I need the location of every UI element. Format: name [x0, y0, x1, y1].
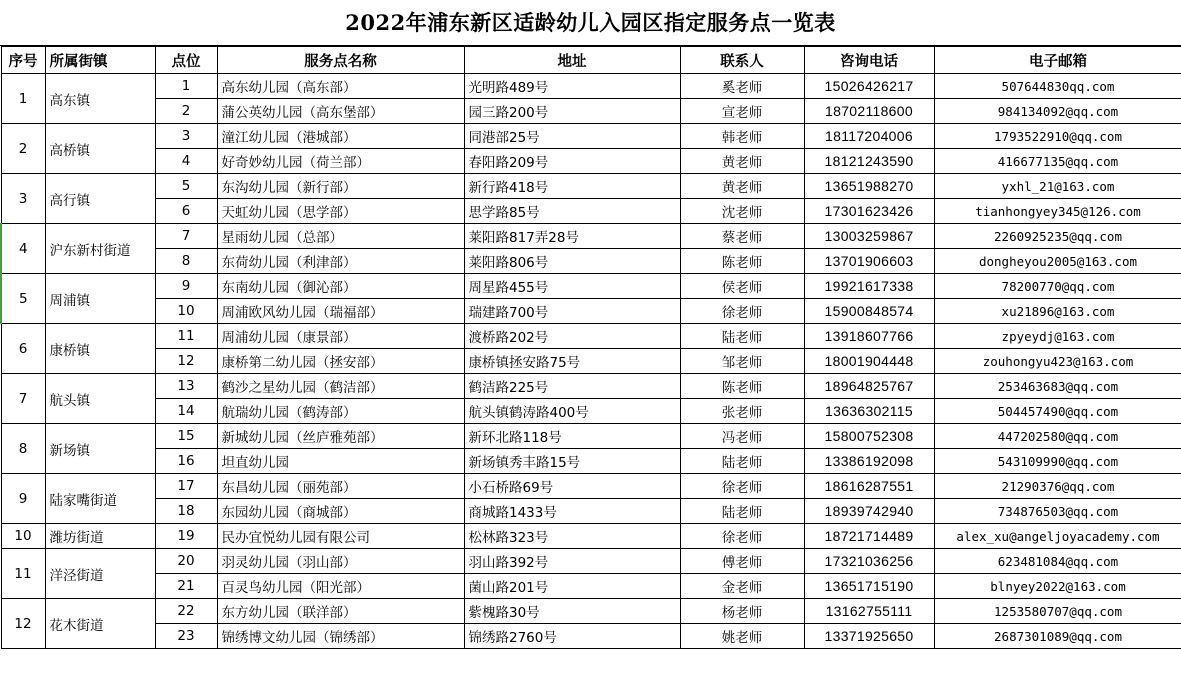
table-row [1, 424, 1181, 449]
cell-phone[interactable]: 13918607766 [804, 324, 934, 349]
cell-name[interactable]: 新城幼儿园（丝庐雅苑部） [217, 424, 464, 449]
cell-contact[interactable]: 陆老师 [680, 499, 804, 524]
cell-email[interactable]: 623481084@qq.com [934, 549, 1181, 574]
cell-seq[interactable]: 2 [1, 124, 45, 174]
cell-phone[interactable]: 18721714489 [804, 524, 934, 549]
cell-point[interactable]: 15 [155, 424, 217, 449]
cell-seq[interactable]: 7 [1, 374, 45, 424]
cell-email[interactable]: 2260925235@qq.com [934, 224, 1181, 249]
table-row [1, 624, 1181, 649]
cell-email[interactable]: 21290376@qq.com [934, 474, 1181, 499]
cell-name[interactable]: 坦直幼儿园 [217, 449, 464, 474]
cell-address[interactable]: 莱阳路806号 [464, 249, 680, 274]
cell-phone[interactable]: 17321036256 [804, 549, 934, 574]
cell-seq[interactable]: 5 [1, 274, 45, 324]
cell-contact[interactable]: 韩老师 [680, 124, 804, 149]
cell-contact[interactable]: 沈老师 [680, 199, 804, 224]
table-row [1, 149, 1181, 174]
service-points-table [0, 46, 1181, 649]
cell-town[interactable]: 洋泾街道 [45, 549, 155, 599]
cell-town[interactable]: 陆家嘴街道 [45, 474, 155, 524]
cell-email[interactable]: 416677135@qq.com [934, 149, 1181, 174]
cell-phone[interactable]: 18117204006 [804, 124, 934, 149]
cell-name[interactable]: 康桥第二幼儿园（拯安部） [217, 349, 464, 374]
cell-point[interactable]: 8 [155, 249, 217, 274]
cell-name[interactable]: 东沟幼儿园（新行部） [217, 174, 464, 199]
cell-email[interactable]: 507644830qq.com [934, 74, 1181, 99]
cell-point[interactable]: 9 [155, 274, 217, 299]
cell-point[interactable]: 13 [155, 374, 217, 399]
table-row [1, 474, 1181, 499]
cell-name[interactable]: 百灵鸟幼儿园（阳光部） [217, 574, 464, 599]
cell-address[interactable]: 鹤洁路225号 [464, 374, 680, 399]
cell-point[interactable]: 17 [155, 474, 217, 499]
cell-address[interactable]: 新行路418号 [464, 174, 680, 199]
cell-phone[interactable]: 13651988270 [804, 174, 934, 199]
cell-contact[interactable]: 傅老师 [680, 549, 804, 574]
cell-email[interactable]: zouhongyu423@163.com [934, 349, 1181, 374]
cell-email[interactable]: 984134092@qq.com [934, 99, 1181, 124]
cell-address[interactable]: 同港部25号 [464, 124, 680, 149]
cell-contact[interactable]: 陈老师 [680, 374, 804, 399]
cell-name[interactable]: 东荷幼儿园（利津部） [217, 249, 464, 274]
cell-point[interactable]: 5 [155, 174, 217, 199]
cell-contact[interactable]: 奚老师 [680, 74, 804, 99]
cell-email[interactable]: 543109990@qq.com [934, 449, 1181, 474]
cell-phone[interactable]: 13371925650 [804, 624, 934, 649]
cell-seq[interactable]: 10 [1, 524, 45, 549]
table-row [1, 124, 1181, 149]
cell-email[interactable]: xu21896@163.com [934, 299, 1181, 324]
cell-contact[interactable]: 黄老师 [680, 174, 804, 199]
cell-point[interactable]: 16 [155, 449, 217, 474]
cell-email[interactable]: blnyey2022@163.com [934, 574, 1181, 599]
cell-seq[interactable]: 4 [1, 224, 45, 274]
cell-name[interactable]: 天虹幼儿园（思学部） [217, 199, 464, 224]
table-row [1, 74, 1181, 99]
cell-contact[interactable]: 宣老师 [680, 99, 804, 124]
cell-phone[interactable]: 18616287551 [804, 474, 934, 499]
cell-address[interactable]: 光明路489号 [464, 74, 680, 99]
cell-point[interactable]: 6 [155, 199, 217, 224]
cell-phone[interactable]: 18964825767 [804, 374, 934, 399]
cell-seq[interactable]: 3 [1, 174, 45, 224]
table-body [1, 74, 1181, 649]
cell-address[interactable]: 思学路85号 [464, 199, 680, 224]
table-row [1, 524, 1181, 549]
cell-phone[interactable]: 15900848574 [804, 299, 934, 324]
cell-address[interactable]: 松林路323号 [464, 524, 680, 549]
cell-phone[interactable]: 18939742940 [804, 499, 934, 524]
cell-contact[interactable]: 张老师 [680, 399, 804, 424]
cell-name[interactable]: 鹤沙之星幼儿园（鹤洁部） [217, 374, 464, 399]
cell-town[interactable]: 花木街道 [45, 599, 155, 649]
header-name: 服务点名称 [217, 47, 464, 74]
cell-email[interactable]: 78200770@qq.com [934, 274, 1181, 299]
cell-town[interactable]: 康桥镇 [45, 324, 155, 374]
cell-phone[interactable]: 18702118600 [804, 99, 934, 124]
header-phone: 咨询电话 [804, 47, 934, 74]
cell-address[interactable]: 新场镇秀丰路15号 [464, 449, 680, 474]
cell-phone[interactable]: 18001904448 [804, 349, 934, 374]
cell-seq[interactable]: 1 [1, 74, 45, 124]
cell-email[interactable]: dongheyou2005@163.com [934, 249, 1181, 274]
cell-phone[interactable]: 13162755111 [804, 599, 934, 624]
header-email: 电子邮箱 [934, 47, 1181, 74]
cell-name[interactable]: 高东幼儿园（高东部） [217, 74, 464, 99]
cell-contact[interactable]: 陆老师 [680, 324, 804, 349]
table-row [1, 324, 1181, 349]
cell-town[interactable]: 潍坊街道 [45, 524, 155, 549]
cell-seq[interactable]: 6 [1, 324, 45, 374]
cell-point[interactable]: 2 [155, 99, 217, 124]
cell-point[interactable]: 18 [155, 499, 217, 524]
cell-name[interactable]: 星雨幼儿园（总部） [217, 224, 464, 249]
cell-email[interactable]: alex_xu@angeljoyacademy.com [934, 524, 1181, 549]
cell-phone[interactable]: 19921617338 [804, 274, 934, 299]
cell-address[interactable]: 康桥镇拯安路75号 [464, 349, 680, 374]
cell-contact[interactable]: 冯老师 [680, 424, 804, 449]
cell-email[interactable]: tianhongyey345@126.com [934, 199, 1181, 224]
cell-address[interactable]: 锦绣路2760号 [464, 624, 680, 649]
cell-address[interactable]: 周星路455号 [464, 274, 680, 299]
cell-address[interactable]: 商城路1433号 [464, 499, 680, 524]
cell-point[interactable]: 20 [155, 549, 217, 574]
cell-phone[interactable]: 17301623426 [804, 199, 934, 224]
cell-email[interactable]: 734876503@qq.com [934, 499, 1181, 524]
cell-point[interactable]: 4 [155, 149, 217, 174]
cell-point[interactable]: 22 [155, 599, 217, 624]
cell-contact[interactable]: 徐老师 [680, 524, 804, 549]
cell-email[interactable]: zpyeydj@163.com [934, 324, 1181, 349]
cell-name[interactable]: 周浦幼儿园（康景部） [217, 324, 464, 349]
table-row [1, 499, 1181, 524]
header-town: 所属街镇 [45, 47, 155, 74]
table-row [1, 174, 1181, 199]
cell-name[interactable]: 潼江幼儿园（港城部） [217, 124, 464, 149]
cell-contact[interactable]: 陈老师 [680, 249, 804, 274]
cell-address[interactable]: 航头镇鹤涛路400号 [464, 399, 680, 424]
table-row [1, 299, 1181, 324]
table-row [1, 349, 1181, 374]
cell-email[interactable]: 253463683@qq.com [934, 374, 1181, 399]
cell-town[interactable]: 航头镇 [45, 374, 155, 424]
cell-name[interactable]: 东昌幼儿园（丽苑部） [217, 474, 464, 499]
cell-contact[interactable]: 邹老师 [680, 349, 804, 374]
cell-phone[interactable]: 18121243590 [804, 149, 934, 174]
cell-contact[interactable]: 黄老师 [680, 149, 804, 174]
cell-contact[interactable]: 侯老师 [680, 274, 804, 299]
cell-contact[interactable]: 蔡老师 [680, 224, 804, 249]
cell-name[interactable]: 航瑞幼儿园（鹤涛部） [217, 399, 464, 424]
cell-point[interactable]: 21 [155, 574, 217, 599]
cell-name[interactable]: 东园幼儿园（商城部） [217, 499, 464, 524]
table-row [1, 399, 1181, 424]
cell-name[interactable]: 蒲公英幼儿园（高东堡部） [217, 99, 464, 124]
cell-address[interactable]: 春阳路209号 [464, 149, 680, 174]
cell-point[interactable]: 12 [155, 349, 217, 374]
cell-email[interactable]: yxhl_21@163.com [934, 174, 1181, 199]
sheet-title: 2022年浦东新区适龄幼儿入园区指定服务点一览表 [0, 0, 1181, 46]
table-row [1, 274, 1181, 299]
cell-phone[interactable]: 13651715190 [804, 574, 934, 599]
cell-seq[interactable]: 9 [1, 474, 45, 524]
table-row [1, 374, 1181, 399]
cell-name[interactable]: 民办宜悦幼儿园有限公司 [217, 524, 464, 549]
cell-contact[interactable]: 徐老师 [680, 474, 804, 499]
cell-point[interactable]: 3 [155, 124, 217, 149]
cell-phone[interactable]: 15800752308 [804, 424, 934, 449]
cell-seq[interactable]: 12 [1, 599, 45, 649]
header-contact: 联系人 [680, 47, 804, 74]
cell-name[interactable]: 周浦欧风幼儿园（瑞福部） [217, 299, 464, 324]
cell-email[interactable]: 2687301089@qq.com [934, 624, 1181, 649]
cell-point[interactable]: 7 [155, 224, 217, 249]
cell-email[interactable]: 447202580@qq.com [934, 424, 1181, 449]
cell-town[interactable]: 周浦镇 [45, 274, 155, 324]
cell-town[interactable]: 新场镇 [45, 424, 155, 474]
cell-address[interactable]: 菌山路201号 [464, 574, 680, 599]
header-row [1, 47, 1181, 74]
cell-email[interactable]: 1253580707@qq.com [934, 599, 1181, 624]
table-row [1, 199, 1181, 224]
cell-point[interactable]: 23 [155, 624, 217, 649]
cell-point[interactable]: 11 [155, 324, 217, 349]
cell-email[interactable]: 504457490@qq.com [934, 399, 1181, 424]
cell-point[interactable]: 14 [155, 399, 217, 424]
header-address: 地址 [464, 47, 680, 74]
cell-contact[interactable]: 陆老师 [680, 449, 804, 474]
cell-contact[interactable]: 金老师 [680, 574, 804, 599]
table-row [1, 249, 1181, 274]
cell-point[interactable]: 19 [155, 524, 217, 549]
cell-name[interactable]: 东方幼儿园（联洋部） [217, 599, 464, 624]
table-row [1, 99, 1181, 124]
cell-address[interactable]: 羽山路392号 [464, 549, 680, 574]
cell-phone[interactable]: 13386192098 [804, 449, 934, 474]
cell-town[interactable]: 沪东新村街道 [45, 224, 155, 274]
cell-town[interactable]: 高桥镇 [45, 124, 155, 174]
cell-email[interactable]: 1793522910@qq.com [934, 124, 1181, 149]
cell-contact[interactable]: 姚老师 [680, 624, 804, 649]
table-row [1, 549, 1181, 574]
table-row [1, 574, 1181, 599]
cell-address[interactable]: 莱阳路817弄28号 [464, 224, 680, 249]
cell-phone[interactable]: 15026426217 [804, 74, 934, 99]
cell-address[interactable]: 新环北路118号 [464, 424, 680, 449]
cell-address[interactable]: 小石桥路69号 [464, 474, 680, 499]
cell-phone[interactable]: 13701906603 [804, 249, 934, 274]
cell-name[interactable]: 好奇妙幼儿园（荷兰部） [217, 149, 464, 174]
header-point: 点位 [155, 47, 217, 74]
table-row [1, 449, 1181, 474]
cell-address[interactable]: 园三路200号 [464, 99, 680, 124]
cell-address[interactable]: 紫槐路30号 [464, 599, 680, 624]
cell-town[interactable]: 高行镇 [45, 174, 155, 224]
table-row [1, 224, 1181, 249]
cell-phone[interactable]: 13003259867 [804, 224, 934, 249]
cell-address[interactable]: 瑞建路700号 [464, 299, 680, 324]
cell-seq[interactable]: 8 [1, 424, 45, 474]
table-row [1, 599, 1181, 624]
cell-name[interactable]: 羽灵幼儿园（羽山部） [217, 549, 464, 574]
cell-seq[interactable]: 11 [1, 549, 45, 599]
header-seq: 序号 [1, 47, 45, 74]
cell-address[interactable]: 渡桥路202号 [464, 324, 680, 349]
cell-name[interactable]: 东南幼儿园（御沁部） [217, 274, 464, 299]
cell-town[interactable]: 高东镇 [45, 74, 155, 124]
cell-contact[interactable]: 杨老师 [680, 599, 804, 624]
cell-name[interactable]: 锦绣博文幼儿园（锦绣部） [217, 624, 464, 649]
cell-phone[interactable]: 13636302115 [804, 399, 934, 424]
cell-point[interactable]: 1 [155, 74, 217, 99]
cell-contact[interactable]: 徐老师 [680, 299, 804, 324]
cell-point[interactable]: 10 [155, 299, 217, 324]
